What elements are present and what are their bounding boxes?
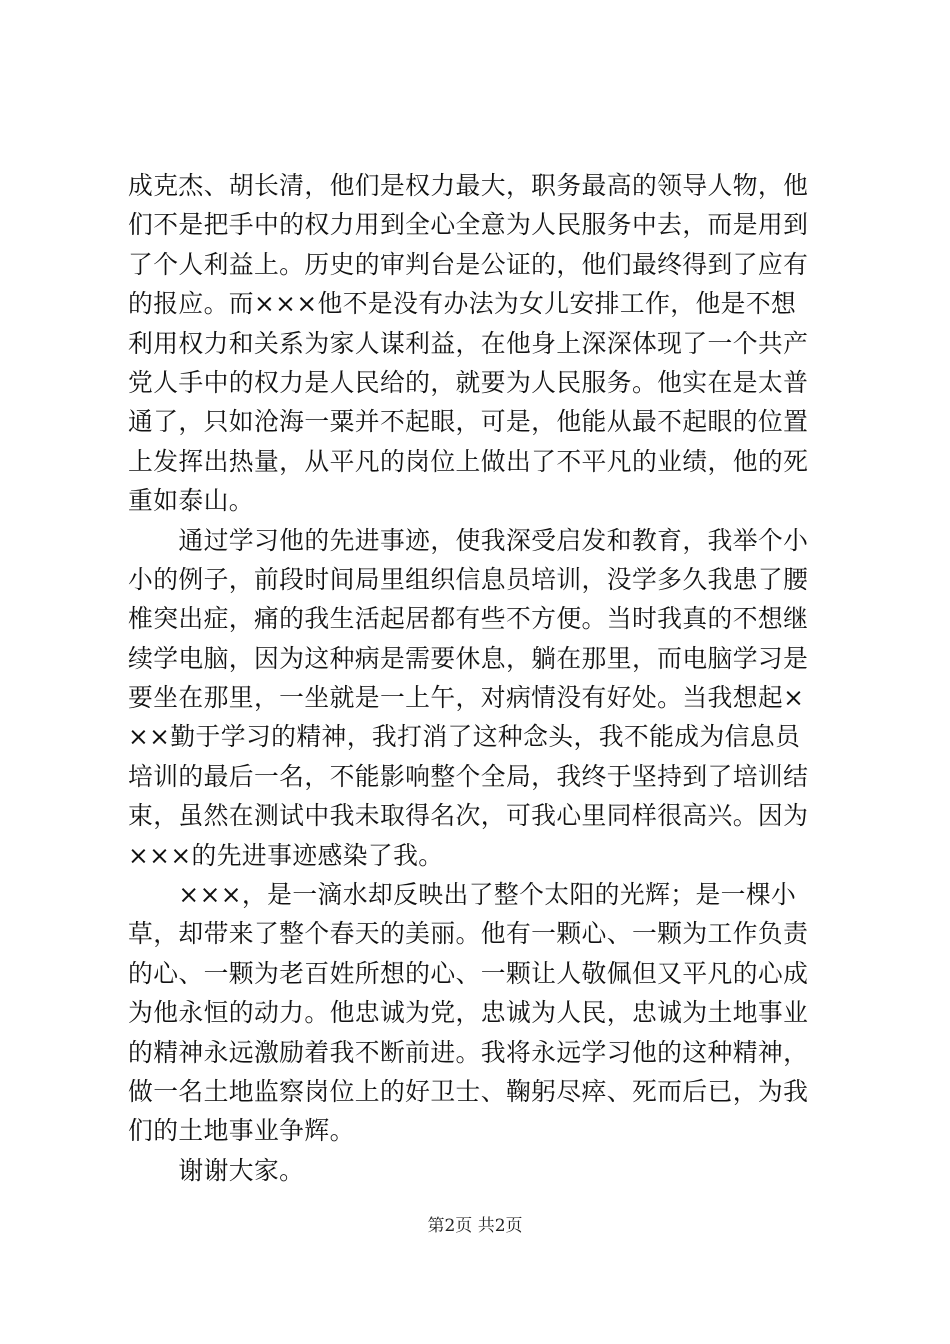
text-line: 利用权力和关系为家人谋利益，在他身上深深体现了一个共产 [128,328,809,358]
text-line: 为他永恒的动力。他忠诚为党，忠诚为人民，忠诚为土地事业 [128,998,809,1028]
text-line: 草，却带来了整个春天的美丽。他有一颗心、一颗为工作负责 [128,919,809,949]
text-line: 上发挥出热量，从平凡的岗位上做出了不平凡的业绩，他的死 [128,446,809,476]
text-line: ××勤于学习的精神，我打消了这种念头，我不能成为信息员 [128,722,801,752]
text-line: ×××，是一滴水却反映出了整个太阳的光辉；是一棵小 [128,880,797,910]
text-line: 束，虽然在测试中我未取得名次，可我心里同样很高兴。因为 [128,801,809,831]
text-line: 们的土地事业争辉。 [128,1116,355,1146]
text-line: 的报应。而×××他不是没有办法为女儿安排工作，他是不想 [128,289,797,319]
text-line: 的心、一颗为老百姓所想的心、一颗让人敬佩但又平凡的心成 [128,958,809,988]
text-line: 成克杰、胡长清，他们是权力最大，职务最高的领导人物，他 [128,171,809,200]
text-line: 重如泰山。 [128,486,254,516]
text-line: ×××的先进事迹感染了我。 [128,840,444,870]
text-line: 通了，只如沧海一粟并不起眼，可是，他能从最不起眼的位置 [128,407,809,437]
text-line: 们不是把手中的权力用到全心全意为人民服务中去，而是用到 [128,210,809,240]
text-line: 党人手中的权力是人民给的，就要为人民服务。他实在是太普 [128,367,809,397]
text-line: 了个人利益上。历史的审判台是公证的，他们最终得到了应有 [128,249,809,279]
text-line: 要坐在那里，一坐就是一上午，对病情没有好处。当我想起× [128,683,805,713]
text-line: 的精神永远激励着我不断前进。我将永远学习他的这种精神， [128,1037,809,1067]
text-line: 椎突出症，痛的我生活起居都有些不方便。当时我真的不想继 [128,604,809,634]
body-text [128,166,830,1190]
text-line: 谢谢大家。 [128,1155,305,1185]
text-line: 培训的最后一名，不能影响整个全局，我终于坚持到了培训结 [128,761,809,791]
text-line: 小的例子，前段时间局里组织信息员培训，没学多久我患了腰 [128,564,809,594]
text-line: 做一名土地监察岗位上的好卫士、鞠躬尽瘁、死而后已，为我 [128,1076,809,1106]
text-line: 续学电脑，因为这种病是需要休息，躺在那里，而电脑学习是 [128,643,809,673]
page-number-footer: 第2页 共2页 [427,1216,523,1236]
text-line: 通过学习他的先进事迹，使我深受启发和教育，我举个小 [128,525,809,555]
